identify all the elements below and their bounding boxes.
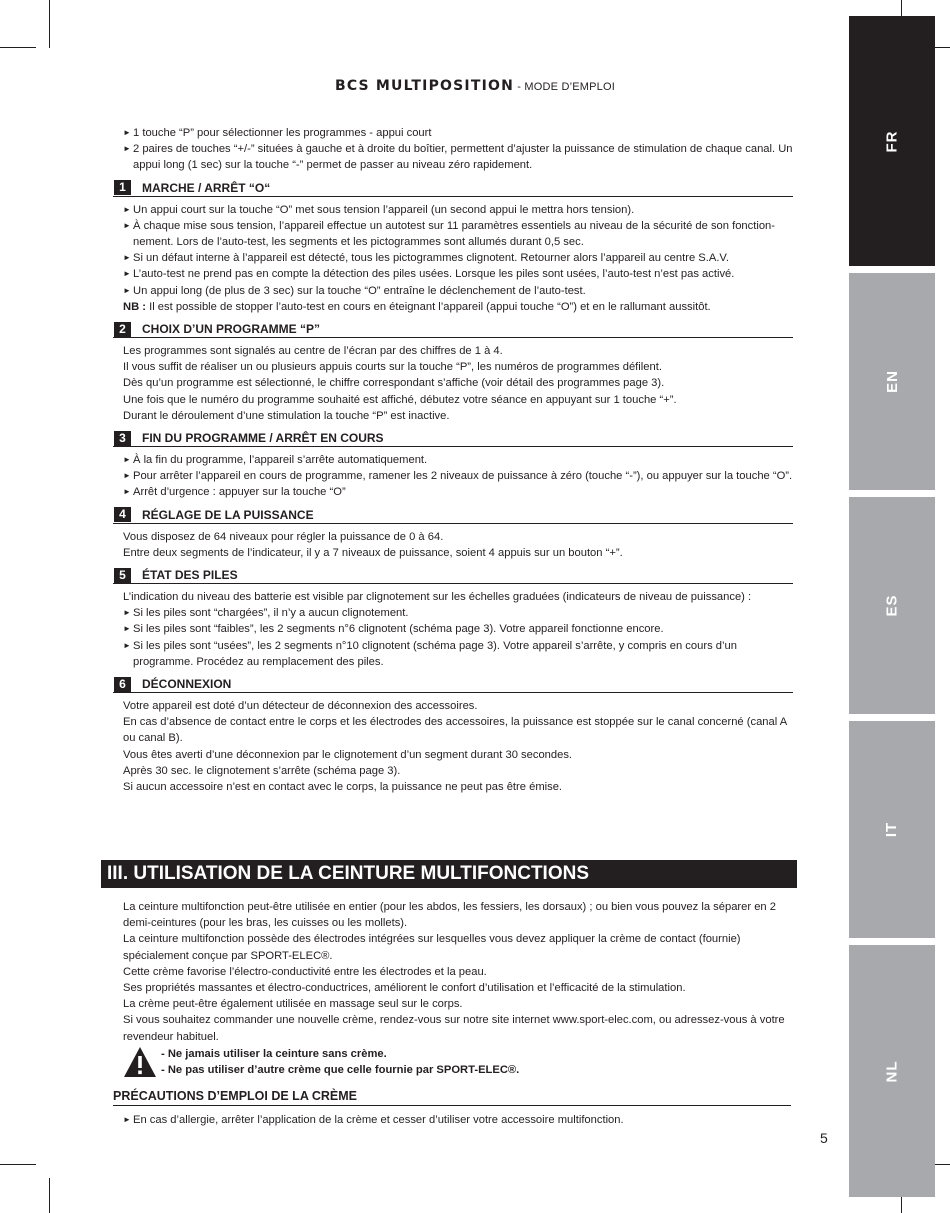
section-6-body: Votre appareil est doté d’un détecteur de déconnexion des accessoires. En cas d’absence de contact entre le corps et les électrodes des accessoires, la puissance est stoppée sur le canal concerné (canal A ou canal B). Vous êtes averti d’une déconnexion par le clignotement d’un segment durant 30 secondes. Après 30 sec. le clignotement s’arrête (schéma page 3). Si aucun accessoire n’est en contact avec le corps, la puissance ne peut pas être émise. bbox=[123, 700, 787, 794]
crop-mark bbox=[0, 47, 36, 48]
main-content bbox=[113, 125, 793, 795]
bullet-triangle-icon: ► bbox=[123, 624, 131, 634]
lang-tab-es: ES bbox=[849, 497, 935, 714]
section-number: 2 bbox=[114, 322, 131, 337]
section-4-body: Vous disposez de 64 niveaux pour régler la puissance de 0 à 64. Entre deux segments de l’indicateur, il y a 7 niveaux de puissance, soient 4 appuis sur un bouton “+”. bbox=[123, 530, 623, 559]
list-item: ► Si les piles sont “usées”, les 2 segments n°10 clignotent (schéma page 3). Votre appareil s’arrête, y compris en cours d’un programme. Procédez au remplacement des piles. bbox=[123, 639, 737, 668]
list-item: ► Si les piles sont “chargées”, il n’y a aucun clignotement. bbox=[123, 607, 409, 620]
crop-mark bbox=[0, 1164, 36, 1165]
bullet-triangle-icon: ► bbox=[123, 1115, 131, 1125]
section-2-body: Les programmes sont signalés au centre de l’écran par des chiffres de 1 à 4. Il vous suffit de réaliser un ou plusieurs appuis courts sur la touche “P”, les numéros de programmes défilent. Dès qu’un programme est sélectionné, le chiffre correspondant s’affiche (voir détail des programmes page 3). Une fois que le numéro du programme souhaité est affiché, débutez votre séance en appuyant sur 1 touche “+”. Durant le déroulement d’une stimulation la touche “P” est inactive. bbox=[123, 345, 677, 422]
header-subtitle: MODE D’EMPLOI bbox=[524, 81, 616, 93]
section-number: 4 bbox=[114, 507, 131, 522]
bullet-triangle-icon: ► bbox=[123, 253, 131, 263]
crop-mark bbox=[49, 0, 50, 48]
section-3-heading bbox=[113, 430, 793, 447]
section-number: 3 bbox=[114, 431, 131, 446]
list-item: ► Un appui court sur la touche “O” met sous tension l’appareil (un second appui le mettra hors tension). bbox=[123, 203, 635, 216]
precautions-heading: PRÉCAUTIONS D’EMPLOI DE LA CRÈME bbox=[113, 1088, 791, 1106]
list-item: ► Pour arrêter l’appareil en cours de programme, ramener les 2 niveaux de puissance à zéro (touche “-”), ou appuyer sur la touche “O”. bbox=[123, 470, 793, 483]
page-header: BCS MULTIPOSITION - MODE D’EMPLOI bbox=[334, 78, 616, 94]
section-6-heading bbox=[113, 676, 793, 693]
list-item: ► L’auto-test ne prend pas en compte la détection des piles usées. Lorsque les piles sont usées, l’auto-test n’est pas activé. bbox=[123, 268, 735, 281]
section-2-heading bbox=[113, 321, 793, 338]
bullet-triangle-icon: ► bbox=[123, 455, 131, 465]
section-1-heading bbox=[113, 180, 793, 197]
section-number: 5 bbox=[114, 568, 131, 583]
bullet-triangle-icon: ► bbox=[123, 608, 131, 618]
bullet-triangle-icon: ► bbox=[123, 285, 131, 295]
section-1-list bbox=[113, 202, 793, 299]
section-title: CHOIX D’UN PROGRAMME “P” bbox=[142, 321, 321, 336]
lang-tab-it: IT bbox=[849, 721, 935, 938]
section-5-list bbox=[113, 605, 793, 670]
part-3-title: III. UTILISATION DE LA CEINTURE MULTIFONCTIONS bbox=[101, 860, 797, 888]
page-number: 5 bbox=[820, 1130, 828, 1146]
precautions-list bbox=[113, 1112, 793, 1128]
part-3-content bbox=[113, 899, 793, 1129]
warning-triangle-icon bbox=[123, 1046, 157, 1078]
nb-note: NB : Il est possible de stopper l’auto-test en cours en éteignant l’appareil (appui touche “O”) et en le rallumant aussitôt. bbox=[123, 300, 711, 313]
list-item: ► Arrêt d’urgence : appuyer sur la touche “O” bbox=[123, 486, 346, 499]
list-item: ► En cas d’allergie, arrêter l’application de la crème et cesser d’utiliser votre accessoire multifonction. bbox=[123, 1114, 624, 1127]
warning-block bbox=[113, 1046, 793, 1078]
bullet-triangle-icon: ► bbox=[123, 487, 131, 497]
list-item: ► À chaque mise sous tension, l’appareil effectue un autotest sur 11 paramètres essentiels au niveau de la sécurité de son fonction-nement. Lors de l’auto-test, les segments et les pictogrammes sont allumés durant 0,5 sec. bbox=[123, 219, 776, 249]
crop-mark bbox=[49, 1178, 50, 1213]
bullet-triangle-icon: ► bbox=[123, 640, 131, 650]
warning-lines: - Ne jamais utiliser la ceinture sans crème. - Ne pas utiliser d’autre crème que celle fournie par SPORT-ELEC®. bbox=[161, 1047, 520, 1077]
bullet-triangle-icon: ► bbox=[123, 220, 131, 230]
list-item: ► À la fin du programme, l’appareil s’arrête automatiquement. bbox=[123, 454, 428, 467]
lang-tab-en: EN bbox=[849, 273, 935, 490]
bullet-triangle-icon: ► bbox=[123, 144, 131, 154]
lang-tab-nl: NL bbox=[849, 945, 935, 1197]
bullet-triangle-icon: ► bbox=[123, 471, 131, 481]
section-title: FIN DU PROGRAMME / ARRÊT EN COURS bbox=[142, 430, 384, 445]
list-item: ► 2 paires de touches “+/-” situées à gauche et à droite du boîtier, permettent d’ajuster la puissance de stimulation de chaque canal. Un appui long (1 sec) sur la touche “-” permet de passer au niveau zéro rapidement. bbox=[123, 143, 793, 172]
list-item: ► 1 touche “P” pour sélectionner les programmes - appui court bbox=[123, 127, 432, 139]
section-title: DÉCONNEXION bbox=[142, 676, 232, 691]
intro-list bbox=[113, 125, 793, 174]
list-item: ► Si les piles sont “faibles”, les 2 segments n°6 clignotent (schéma page 3). Votre appareil fonctionne encore. bbox=[123, 623, 664, 636]
list-item: ► Un appui long (de plus de 3 sec) sur la touche “O” entraîne le déclenchement de l’auto-test. bbox=[123, 284, 586, 297]
section-5-heading bbox=[113, 567, 793, 584]
section-title: ÉTAT DES PILES bbox=[142, 567, 238, 582]
section-number: 6 bbox=[114, 677, 131, 692]
bullet-triangle-icon: ► bbox=[123, 128, 131, 137]
list-item: ► Si un défaut interne à l’appareil est détecté, tous les pictogrammes clignotent. Retourner alors l’appareil au centre S.A.V. bbox=[123, 252, 729, 265]
section-3-list bbox=[113, 452, 793, 501]
brand-logo: BCS MULTIPOSITION bbox=[334, 78, 515, 94]
section-5-lead: L’indication du niveau des batterie est visible par clignotement sur les échelles graduées (indicateurs de niveau de puissance) : bbox=[123, 591, 752, 604]
section-4-heading bbox=[113, 507, 793, 524]
lang-tab-fr: FR bbox=[849, 16, 935, 266]
section-title: RÉGLAGE DE LA PUISSANCE bbox=[142, 507, 314, 522]
section-title: MARCHE / ARRÊT “O“ bbox=[142, 180, 271, 195]
part-3-body: La ceinture multifonction peut-être utilisée en entier (pour les abdos, les fessiers, les dorsaux) ; ou bien vous pouvez la séparer en 2 demi-ceintures (pour les bras, les cuisses ou les mollets). La ceinture multifonction possède des électrodes intégrées sur lesquelles vous devez appliquer la crème de contact (fournie) spécialement conçue par SPORT-ELEC®. Cette crème favorise l’électro-conductivité entre les électrodes et la peau. Ses propriétés massantes et électro-conductrices, améliorent le confort d’utilisation et l’efficacité de la stimulation. La crème peut-être également utilisée en massage seul sur le corps. Si vous souhaitez commander une nouvelle crème, rendez-vous sur notre site internet www.sport-elec.com, ou adressez-vous à votre revendeur habituel. bbox=[123, 901, 785, 1043]
section-number: 1 bbox=[114, 180, 131, 195]
bullet-triangle-icon: ► bbox=[123, 269, 131, 279]
bullet-triangle-icon: ► bbox=[123, 204, 131, 214]
